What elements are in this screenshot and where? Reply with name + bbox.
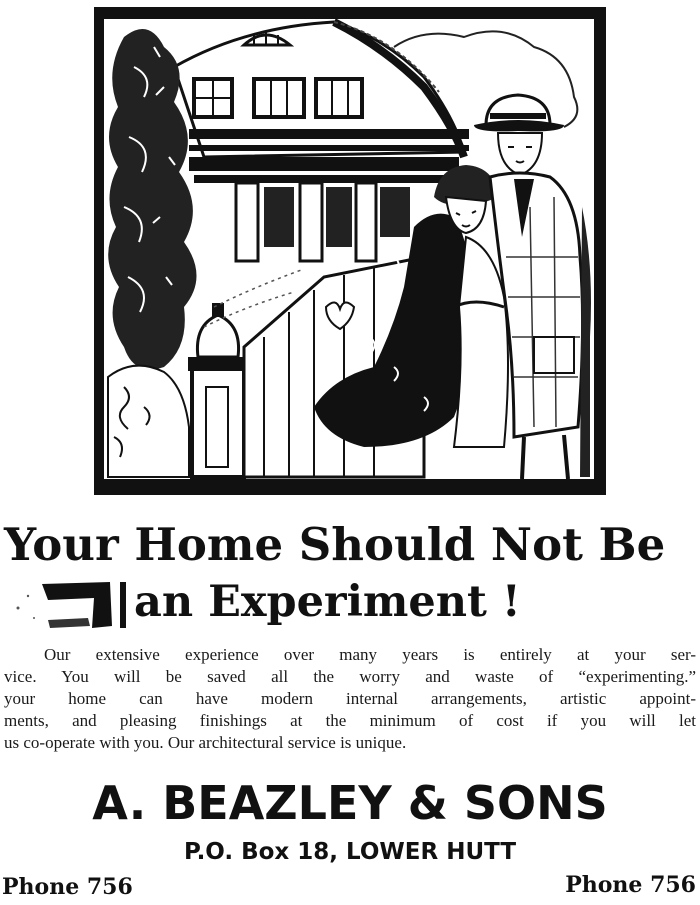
body-line: ments, and pleasing finishings at the minimum of cost if you will let xyxy=(4,711,696,730)
ink-smudge-decoration xyxy=(8,578,128,632)
couple-and-house-drawing xyxy=(94,7,606,495)
body-line: your home can have modern internal arrangements, artistic appoint- xyxy=(4,689,696,708)
body-line: us co-operate with you. Our architectural service is unique. xyxy=(4,733,407,752)
body-line: vice. You will be saved all the worry and waste of “experimenting.” xyxy=(4,667,696,686)
firm-name: A. BEAZLEY & SONS xyxy=(92,776,608,830)
body-line: Our extensive experience over many years is entirely at your ser- xyxy=(44,645,696,664)
phone-number-right: Phone 756 xyxy=(565,872,696,898)
phone-number-left: Phone 756 xyxy=(2,874,133,900)
advert-body-copy xyxy=(4,644,696,754)
headline-line-1: Your Home Should Not Be xyxy=(4,518,666,571)
headline-line-2: an Experiment ! xyxy=(134,577,521,627)
advert-illustration xyxy=(94,7,606,495)
firm-address: P.O. Box 18, LOWER HUTT xyxy=(183,839,517,865)
